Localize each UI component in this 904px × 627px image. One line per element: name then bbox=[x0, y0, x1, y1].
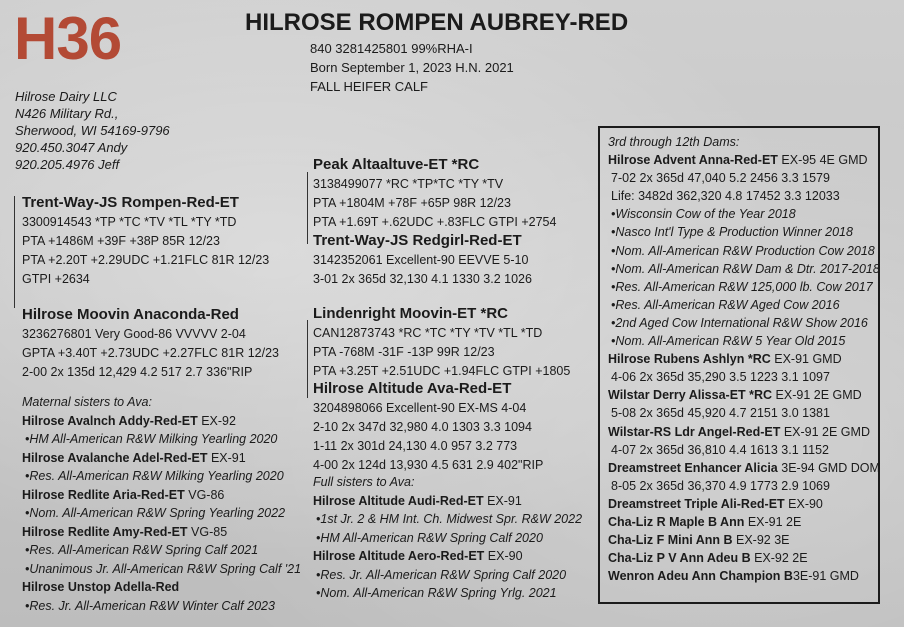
dam-note: •Nasco Int'l Type & Production Winner 2018 bbox=[611, 225, 853, 240]
owner-street: N426 Military Rd., bbox=[15, 106, 119, 121]
dams-dam-name: Hilrose Altitude Ava-Red-ET bbox=[313, 380, 512, 397]
sister-note: •HM All-American R&W Milking Yearling 2020 bbox=[25, 432, 278, 446]
dam-entry: Wilstar Derry Alissa-ET *RC EX-91 2E GMD bbox=[608, 388, 862, 403]
sister-note: •Res. All-American R&W Spring Calf 2021 bbox=[25, 543, 259, 557]
sister-entry: Hilrose Altitude Aero-Red-ET EX-90 bbox=[313, 549, 523, 563]
dams-header: 3rd through 12th Dams: bbox=[608, 135, 740, 149]
dam-record: 4-07 2x 365d 36,810 4.4 1613 3.1 1152 bbox=[611, 442, 830, 457]
dam-note: •2nd Aged Cow International R&W Show 2016 bbox=[611, 315, 868, 330]
sister-note: •Nom. All-American R&W Spring Yrlg. 2021 bbox=[316, 586, 557, 600]
dams-sire-line: CAN12873743 *RC *TC *TY *TV *TL *TD bbox=[313, 326, 543, 340]
dam-record: 4-06 2x 365d 35,290 3.5 1223 3.1 1097 bbox=[611, 370, 830, 385]
dam-record: Life: 3482d 362,320 4.8 17452 3.3 12033 bbox=[611, 189, 840, 204]
sister-note: •Nom. All-American R&W Spring Yearling 2022 bbox=[25, 506, 286, 520]
sister-entry: Hilrose Altitude Audi-Red-ET EX-91 bbox=[313, 493, 522, 508]
full-sisters bbox=[313, 473, 582, 603]
dams-list bbox=[608, 133, 880, 585]
sister-note: •Unanimous Jr. All-American R&W Spring Calf '21 bbox=[25, 561, 302, 576]
dam-block bbox=[22, 305, 279, 382]
sire-line: PTA +2.20T +2.29UDC +1.21FLC 81R 12/23 bbox=[22, 253, 270, 267]
dams-dam-block bbox=[313, 379, 543, 475]
dams-sire-line: PTA -768M -31F -13P 99R 12/23 bbox=[313, 345, 495, 359]
sires-dam-line: 3142352061 Excellent-90 EEVVE 5-10 bbox=[313, 253, 529, 267]
sire-block bbox=[22, 193, 269, 289]
dam-entry: Dreamstreet Triple Ali-Red-ET EX-90 bbox=[608, 496, 823, 511]
sire-name: Trent-Way-JS Rompen-Red-ET bbox=[22, 194, 239, 211]
class-line: FALL HEIFER CALF bbox=[310, 79, 428, 94]
dam-line: 3236276801 Very Good-86 VVVVV 2-04 bbox=[22, 327, 246, 341]
dams-dam-line: 4-00 2x 124d 13,930 4.5 631 2.9 402"RIP bbox=[313, 458, 544, 472]
sister-note: •Res. Jr. All-American R&W Winter Calf 2023 bbox=[25, 598, 275, 613]
maternal-sisters-header: Maternal sisters to Ava: bbox=[22, 395, 152, 409]
dam-entry: Wilstar-RS Ldr Angel-Red-ET EX-91 2E GMD bbox=[608, 424, 870, 439]
dam-line-bracket bbox=[307, 320, 308, 398]
sister-entry: Hilrose Avalanche Adel-Red-ET EX-91 bbox=[22, 450, 246, 465]
animal-name: HILROSE ROMPEN AUBREY-RED bbox=[245, 9, 629, 36]
dam-note: •Res. All-American R&W 125,000 lb. Cow 2017 bbox=[611, 279, 873, 294]
dam-entry: Cha-Liz F Mini Ann B EX-92 3E bbox=[608, 533, 790, 548]
sister-entry: Hilrose Redlite Aria-Red-ET VG-86 bbox=[22, 487, 225, 502]
dam-name: Hilrose Moovin Anaconda-Red bbox=[22, 306, 239, 323]
owner-name: Hilrose Dairy LLC bbox=[15, 89, 117, 104]
dam-note: •Nom. All-American R&W 5 Year Old 2015 bbox=[611, 334, 846, 349]
dam-note: •Nom. All-American R&W Production Cow 2018 bbox=[611, 243, 875, 258]
sire-line: PTA +1486M +39F +38P 85R 12/23 bbox=[22, 234, 220, 248]
dam-note: •Wisconsin Cow of the Year 2018 bbox=[611, 207, 796, 222]
sister-note: •Res. Jr. All-American R&W Spring Calf 2020 bbox=[316, 567, 567, 582]
owner-city: Sherwood, WI 54169-9796 bbox=[15, 123, 170, 138]
dams-sire-name: Lindenright Moovin-ET *RC bbox=[313, 305, 508, 322]
birth-line: Born September 1, 2023 H.N. 2021 bbox=[310, 60, 514, 75]
dam-record: 8-05 2x 365d 36,370 4.9 1773 2.9 1069 bbox=[611, 478, 830, 493]
lot-number: H36 bbox=[14, 5, 122, 72]
sires-dam-name: Trent-Way-JS Redgirl-Red-ET bbox=[313, 232, 522, 249]
sister-note: •Res. All-American R&W Milking Yearling 2020 bbox=[25, 469, 284, 483]
dam-entry: Dreamstreet Enhancer Alicia 3E-94 GMD DOM bbox=[608, 460, 880, 475]
sister-entry: Hilrose Unstop Adella-Red bbox=[22, 580, 180, 594]
sister-entry: Hilrose Avalnch Addy-Red-ET EX-92 bbox=[22, 413, 236, 428]
owner-address bbox=[15, 88, 170, 173]
owner-phone-andy: 920.450.3047 Andy bbox=[15, 140, 128, 155]
dams-dam-line: 2-10 2x 347d 32,980 4.0 1303 3.3 1094 bbox=[313, 420, 532, 434]
dam-entry: Hilrose Rubens Ashlyn *RC EX-91 GMD bbox=[608, 352, 842, 367]
sister-note: •HM All-American R&W Spring Calf 2020 bbox=[316, 530, 543, 545]
registration-line: 840 3281425801 99%RHA-I bbox=[310, 41, 473, 56]
sister-note: •1st Jr. 2 & HM Int. Ch. Midwest Spr. R&W 2022 bbox=[316, 512, 583, 526]
sires-dam-block bbox=[313, 231, 532, 289]
sister-entry: Hilrose Redlite Amy-Red-ET VG-85 bbox=[22, 524, 228, 539]
sires-sire-line: PTA +1804M +78F +65P 98R 12/23 bbox=[313, 196, 511, 210]
dam-note: •Res. All-American R&W Aged Cow 2016 bbox=[611, 297, 840, 312]
dam-entry: Cha-Liz P V Ann Adeu B EX-92 2E bbox=[608, 551, 808, 566]
sires-sire-block bbox=[313, 155, 556, 232]
dam-line: GPTA +3.40T +2.73UDC +2.27FLC 81R 12/23 bbox=[22, 346, 279, 360]
dams-dam-line: 3204898066 Excellent-90 EX-MS 4-04 bbox=[313, 401, 527, 415]
sires-sire-name: Peak Altaaltuve-ET *RC bbox=[313, 156, 480, 173]
dam-line: 2-00 2x 135d 12,429 4.2 517 2.7 336"RIP bbox=[22, 365, 253, 379]
sires-sire-line: PTA +1.69T +.62UDC +.83FLC GTPI +2754 bbox=[313, 215, 557, 229]
sires-sire-line: 3138499077 *RC *TP*TC *TY *TV bbox=[313, 177, 504, 191]
dam-entry: Wenron Adeu Ann Champion B3E-91 GMD bbox=[608, 569, 859, 584]
sire-line: GTPI +2634 bbox=[22, 272, 90, 286]
dams-sire-block bbox=[313, 304, 570, 381]
dam-entry: Cha-Liz R Maple B Ann EX-91 2E bbox=[608, 514, 802, 529]
dam-record: 5-08 2x 365d 45,920 4.7 2151 3.0 1381 bbox=[611, 406, 830, 421]
sires-dam-line: 3-01 2x 365d 32,130 4.1 1330 3.2 1026 bbox=[313, 272, 532, 286]
dam-entry: Hilrose Advent Anna-Red-ET EX-95 4E GMD bbox=[608, 153, 868, 168]
maternal-sisters bbox=[22, 393, 301, 615]
sire-line-bracket bbox=[307, 172, 308, 244]
dam-note: •Nom. All-American R&W Dam & Dtr. 2017-2018 bbox=[611, 261, 880, 276]
dams-dam-line: 1-11 2x 301d 24,130 4.0 957 3.2 773 bbox=[313, 439, 518, 453]
sire-bracket bbox=[14, 196, 15, 308]
owner-phone-jeff: 920.205.4976 Jeff bbox=[15, 157, 120, 172]
full-sisters-header: Full sisters to Ava: bbox=[313, 475, 415, 489]
dam-record: 7-02 2x 365d 47,040 5.2 2456 3.3 1579 bbox=[611, 171, 830, 186]
dams-sire-line: PTA +3.25T +2.51UDC +1.94FLC GTPI +1805 bbox=[313, 364, 571, 378]
sire-line: 3300914543 *TP *TC *TV *TL *TY *TD bbox=[22, 215, 237, 229]
